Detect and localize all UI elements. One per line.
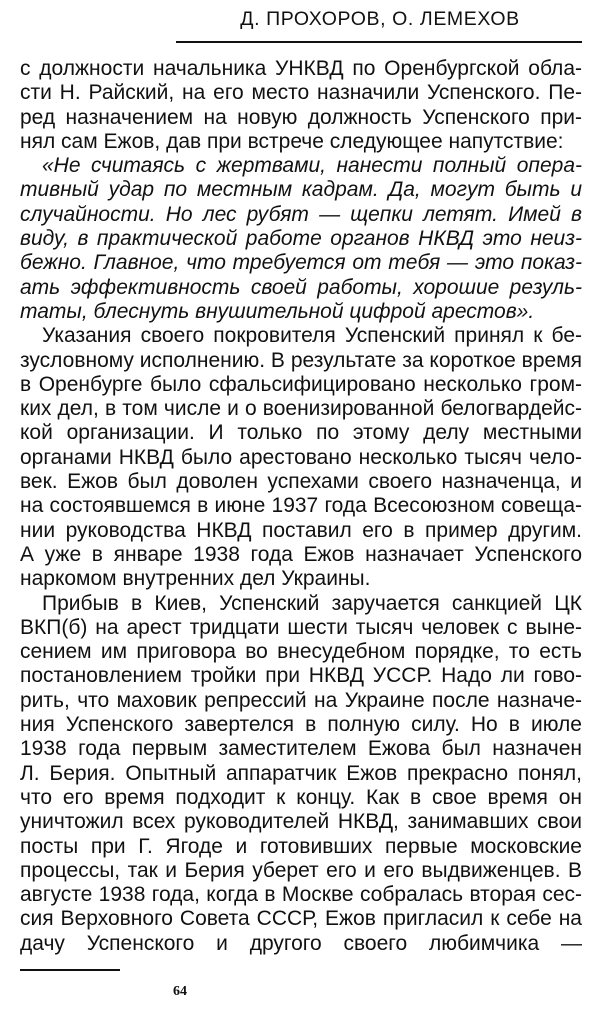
text-line: кой организации. И только по этому делу местными xyxy=(20,421,582,445)
running-head: Д. ПРОХОРОВ, О. ЛЕМЕХОВ xyxy=(240,8,520,30)
text-line: ких дел, в том числе и о военизированной белогвардейс- xyxy=(20,397,582,421)
text-line: органами НКВД было арестовано несколько тысяч чело- xyxy=(20,445,582,469)
text-line: таты, блеснуть внушительной цифрой арестов». xyxy=(20,299,535,323)
text-line: случайности. Но лес рубят — щепки летят. Имей в xyxy=(20,202,582,226)
text-line: век. Ежов был доволен успехами своего назначенца, и xyxy=(20,470,582,494)
body-text xyxy=(20,57,582,956)
text-line: сением им приговора во внесудебном порядке, то есть xyxy=(20,640,582,664)
text-line: сия Верховного Совета СССР, Ежов пригласил к себе на xyxy=(20,907,582,931)
text-line: ВКП(б) на арест тридцати шести тысяч человек с выне- xyxy=(20,615,582,639)
text-line: сти Н. Райский, на его место назначили Успенского. Пе- xyxy=(20,81,582,105)
text-line: ния Успенского завертелся в полную силу. Но в июле xyxy=(20,713,582,737)
header-rule xyxy=(176,41,582,43)
text-line: нии руководства НКВД поставил его в пример другим. xyxy=(20,518,582,542)
text-line: дачу Успенского и другого своего любимчика — xyxy=(20,931,582,955)
text-line: в Оренбурге было сфальсифицировано несколько гром- xyxy=(20,372,582,396)
text-line: 1938 года первым заместителем Ежова был назначен xyxy=(20,737,582,761)
paragraph xyxy=(20,592,582,956)
text-line: виду, в практической работе органов НКВД это неиз- xyxy=(20,227,582,251)
text-line: ред назначением на новую должность Успенского при- xyxy=(20,105,582,129)
quotation xyxy=(20,154,582,324)
text-line: наркомом внутренних дел Украины. xyxy=(20,567,371,591)
text-line: постановлением тройки при НКВД УССР. Надо ли гово- xyxy=(20,664,582,688)
text-line: Прибыв в Киев, Успенский заручается санкцией ЦК xyxy=(42,591,582,615)
text-line: бежно. Главное, что требуется от тебя — это показ- xyxy=(20,251,582,275)
text-line: на состоявшемся в июне 1937 года Всесоюзном совеща- xyxy=(20,494,582,518)
text-line: посты при Г. Ягоде и готовивших первые московские xyxy=(20,834,582,858)
text-line: что его время подходит к концу. Как в свое время он xyxy=(20,785,582,809)
text-line: зусловному исполнению. В результате за короткое время xyxy=(20,348,582,372)
footnote-rule xyxy=(20,969,120,971)
text-line: Л. Берия. Опытный аппаратчик Ежов прекрасно понял, xyxy=(20,761,582,785)
page-number: 64 xyxy=(173,984,187,999)
text-line: с должности начальника УНКВД по Оренбургской обла- xyxy=(20,57,582,80)
paragraph xyxy=(20,324,582,591)
text-line: уничтожил всех руководителей НКВД, занимавших свои xyxy=(20,810,582,834)
text-line: августе 1938 года, когда в Москве собралась вторая сес- xyxy=(20,883,582,907)
text-line: ать эффективность своей работы, хорошие резуль- xyxy=(20,275,582,299)
text-line: Указания своего покровителя Успенский принял к бе- xyxy=(42,324,582,348)
text-line: А уже в январе 1938 года Ежов назначает Успенского xyxy=(20,542,582,566)
text-line: «Не считаясь с жертвами, нанести полный опера- xyxy=(42,154,582,178)
text-line: тивный удар по местным кадрам. Да, могут быть и xyxy=(20,178,582,202)
paragraph xyxy=(20,57,582,154)
text-line: процессы, так и Берия уберет его и его выдвиженцев. В xyxy=(20,858,582,882)
text-line: рить, что маховик репрессий на Украине после назначе- xyxy=(20,688,582,712)
text-line: нял сам Ежов, дав при встрече следующее напутствие: xyxy=(20,129,564,153)
